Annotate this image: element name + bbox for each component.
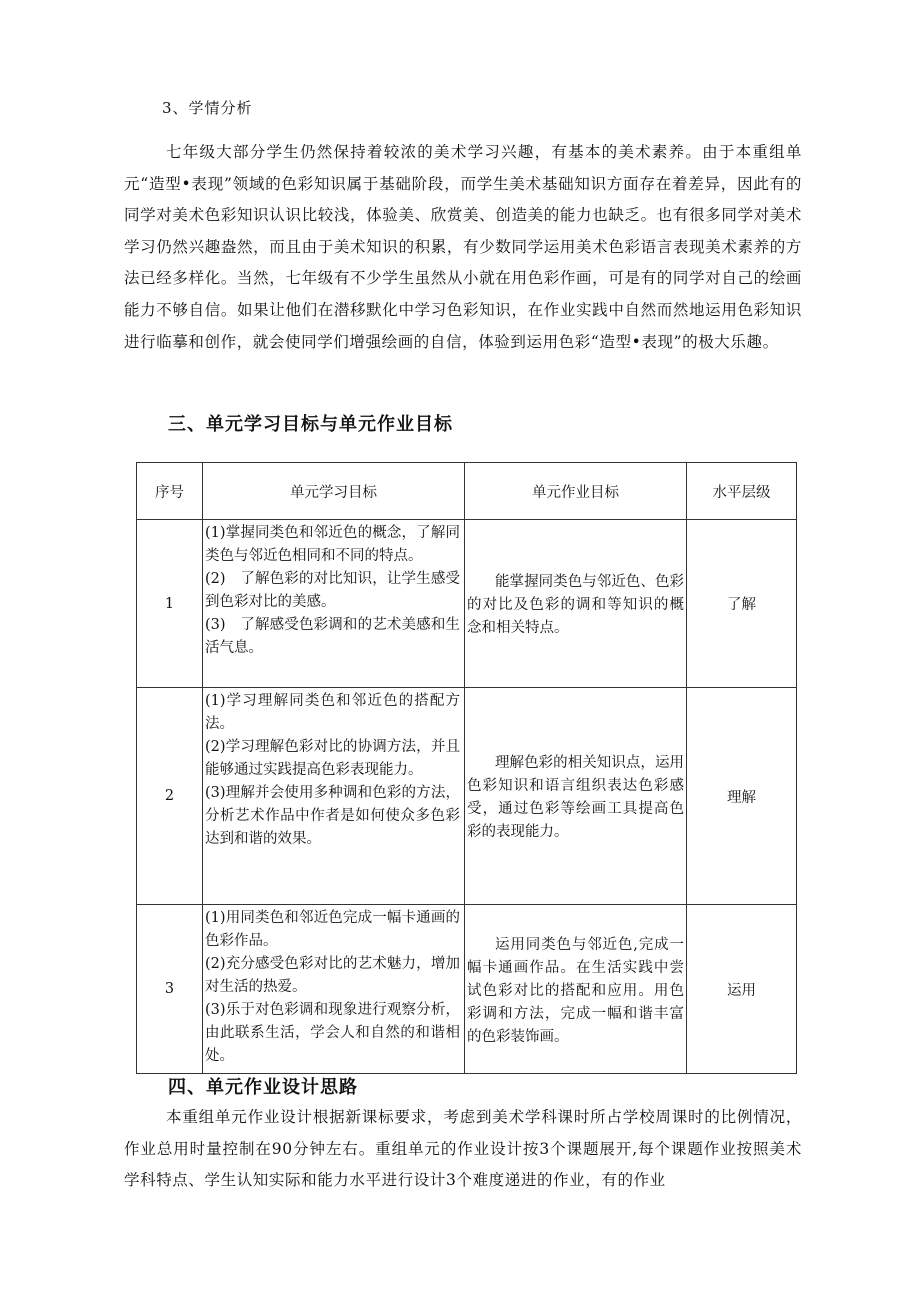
header-level: 水平层级 bbox=[687, 463, 797, 520]
task-goal-text: 运用同类色与邻近色,完成一幅卡通画作品。在生活实践中尝试色彩对比的搭配和应用。用色彩调和方法，完成一幅和谐丰富的色彩装饰画。 bbox=[467, 936, 684, 1045]
learning-goal-item: (2)学习理解色彩对比的协调方法，并且能够通过实践提高色彩表现能力。 bbox=[205, 739, 460, 778]
row-num: 2 bbox=[137, 688, 203, 905]
learning-goal-item: (2) 了解色彩的对比知识，让学生感受到色彩对比的美感。 bbox=[205, 571, 460, 610]
task-goal-cell bbox=[465, 688, 687, 905]
learning-goal-item: (3)理解并会使用多种调和色彩的方法，分析艺术作品中作者是如何使众多色彩达到和谐的效果。 bbox=[205, 785, 460, 847]
task-goal-text: 理解色彩的相关知识点，运用色彩知识和语言组织表达色彩感受，通过色彩等绘画工具提高色彩的表现能力。 bbox=[467, 755, 684, 840]
section4-paragraph: 本重组单元作业设计根据新课标要求，考虑到美术学科课时所占学校周课时的比例情况，作业总用时量控制在90分钟左右。重组单元的作业设计按3个课题展开,每个课题作业按照美术学科特点、学生认知实际和能力水平进行设计3个难度递进的作业，有的作业 bbox=[124, 1108, 802, 1190]
learning-analysis-heading: 3、学情分析 bbox=[162, 99, 253, 117]
table-row bbox=[137, 905, 797, 1074]
learning-goal-item: (3) 了解感受色彩调和的艺术美感和生活气息。 bbox=[205, 617, 460, 656]
learning-goal-item: (1)用同类色和邻近色完成一幅卡通画的色彩作品。 bbox=[205, 910, 460, 949]
row-num: 1 bbox=[137, 520, 203, 688]
learning-goal-item: (1)掌握同类色和邻近色的概念，了解同类色与邻近色相同和不同的特点。 bbox=[205, 525, 460, 564]
table-header-row bbox=[137, 463, 797, 520]
level-cell: 了解 bbox=[687, 520, 797, 688]
learning-goals-cell bbox=[203, 905, 465, 1074]
learning-analysis-paragraph: 七年级大部分学生仍然保持着较浓的美术学习兴趣，有基本的美术素养。由于本重组单元“造型•表现”领域的色彩知识属于基础阶段，而学生美术基础知识方面存在着差异，因此有的同学对美术色彩知识认识比较浅，体验美、欣赏美、创造美的能力也缺乏。也有很多同学对美术学习仍然兴趣盎然，而且由于美术知识的积累，有少数同学运用美术色彩语言表现美术素养的方法已经多样化。当然，七年级有不少学生虽然从小就在用色彩作画，可是有的同学对自己的绘画能力不够自信。如果让他们在潜移默化中学习色彩知识，在作业实践中自然而然地运用色彩知识进行临摹和创作，就会使同学们增强绘画的自信，体验到运用色彩“造型•表现”的极大乐趣。 bbox=[124, 143, 802, 351]
learning-goals-cell bbox=[203, 688, 465, 905]
task-goal-cell bbox=[465, 905, 687, 1074]
learning-goal-item: (2)充分感受色彩对比的艺术魅力，增加对生活的热爱。 bbox=[205, 956, 460, 995]
task-goal-cell bbox=[465, 520, 687, 688]
task-goal-text: 能掌握同类色与邻近色、色彩的对比及色彩的调和等知识的概念和相关特点。 bbox=[467, 574, 684, 636]
table-row bbox=[137, 520, 797, 688]
section4-heading: 四、单元作业设计思路 bbox=[168, 1077, 358, 1098]
row-num: 3 bbox=[137, 905, 203, 1074]
learning-goal-item: (1)学习理解同类色和邻近色的搭配方法。 bbox=[205, 693, 460, 732]
learning-goal-item: (3)乐于对色彩调和现象进行观察分析，由此联系生活，学会人和自然的和谐相处。 bbox=[205, 1002, 460, 1064]
section3-heading: 三、单元学习目标与单元作业目标 bbox=[168, 414, 453, 435]
learning-goals-cell bbox=[203, 520, 465, 688]
level-cell: 理解 bbox=[687, 688, 797, 905]
header-task-goals: 单元作业目标 bbox=[465, 463, 687, 520]
goals-table bbox=[136, 462, 797, 1074]
header-num: 序号 bbox=[137, 463, 203, 520]
table-row bbox=[137, 688, 797, 905]
header-learning-goals: 单元学习目标 bbox=[203, 463, 465, 520]
level-cell: 运用 bbox=[687, 905, 797, 1074]
